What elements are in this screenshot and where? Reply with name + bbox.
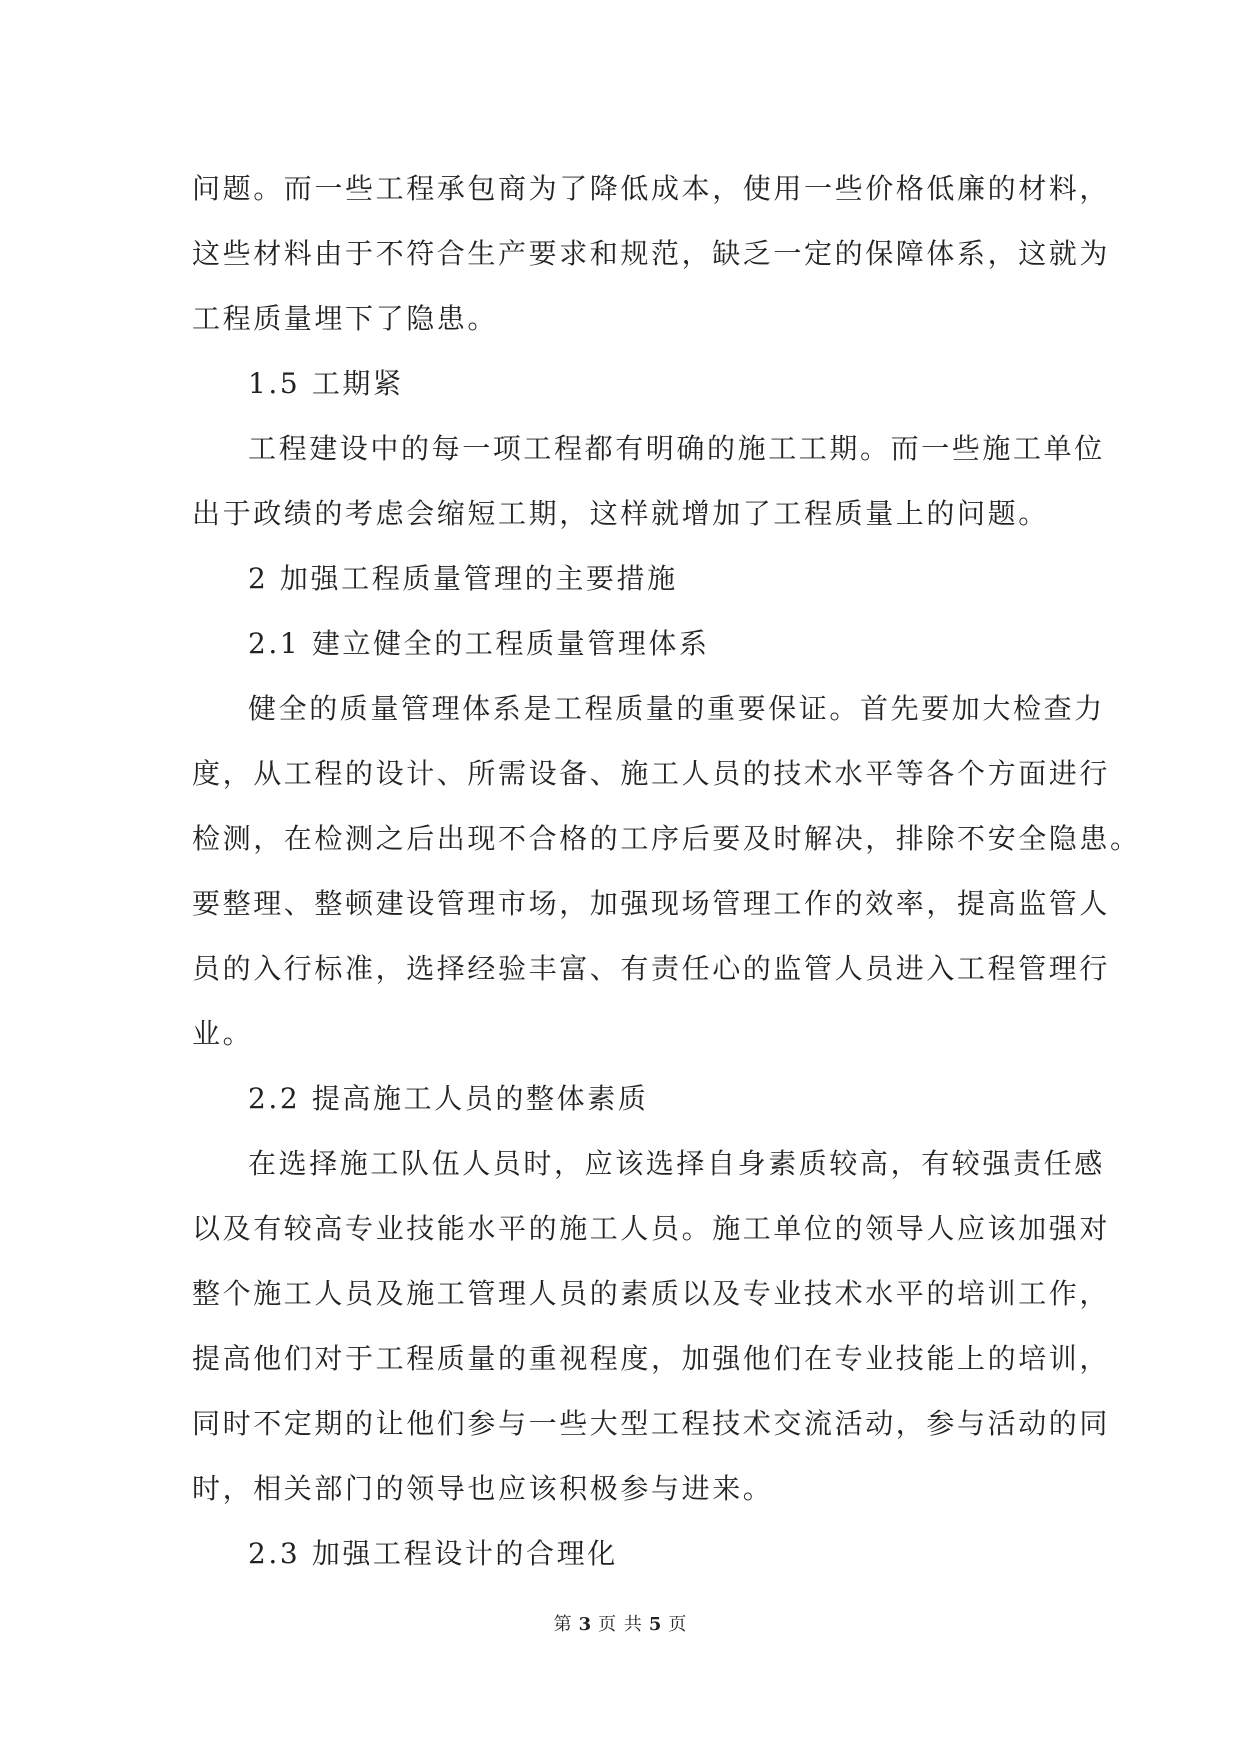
text-line: 2.3 加强工程设计的合理化 [248,1537,618,1570]
text-line: 工程建设中的每一项工程都有明确的施工工期。而一些施工单位 [248,432,1105,465]
text-line: 在选择施工队伍人员时，应该选择自身素质较高，有较强责任感 [248,1147,1105,1180]
text-line: 问题。而一些工程承包商为了降低成本，使用一些价格低廉的材料， [192,172,1111,205]
text-line: 检测，在检测之后出现不合格的工序后要及时解决，排除不安全隐患。 [192,822,1141,855]
total-page-number: 5 [648,1614,663,1635]
text-line: 业。 [192,1017,254,1050]
page-footer [0,1610,1241,1636]
current-page-number: 3 [578,1614,593,1635]
text-line: 提高他们对于工程质量的重视程度，加强他们在专业技能上的培训， [192,1342,1111,1375]
text-line: 同时不定期的让他们参与一些大型工程技术交流活动，参与活动的同 [192,1407,1111,1440]
footer-prefix: 第 [553,1614,573,1635]
text-line: 要整理、整顿建设管理市场，加强现场管理工作的效率，提高监管人 [192,887,1111,920]
text-line: 以及有较高专业技能水平的施工人员。施工单位的领导人应该加强对 [192,1212,1111,1245]
text-line: 健全的质量管理体系是工程质量的重要保证。首先要加大检查力 [248,692,1105,725]
text-line: 整个施工人员及施工管理人员的素质以及专业技术水平的培训工作， [192,1277,1111,1310]
text-line: 度，从工程的设计、所需设备、施工人员的技术水平等各个方面进行 [192,757,1111,790]
text-line: 2 加强工程质量管理的主要措施 [248,562,678,595]
text-line: 工程质量埋下了隐患。 [192,302,499,335]
text-line: 员的入行标准，选择经验丰富、有责任心的监管人员进入工程管理行 [192,952,1111,985]
text-line: 出于政绩的考虑会缩短工期，这样就增加了工程质量上的问题。 [192,497,1049,530]
text-line: 时，相关部门的领导也应该积极参与进来。 [192,1472,774,1505]
footer-middle: 页 共 [598,1614,643,1635]
text-line: 2.1 建立健全的工程质量管理体系 [248,627,710,660]
document-body [192,156,1141,1586]
text-line: 1.5 工期紧 [248,367,404,400]
footer-suffix: 页 [668,1614,688,1635]
text-line: 这些材料由于不符合生产要求和规范，缺乏一定的保障体系，这就为 [192,237,1111,270]
text-line: 2.2 提高施工人员的整体素质 [248,1082,649,1115]
